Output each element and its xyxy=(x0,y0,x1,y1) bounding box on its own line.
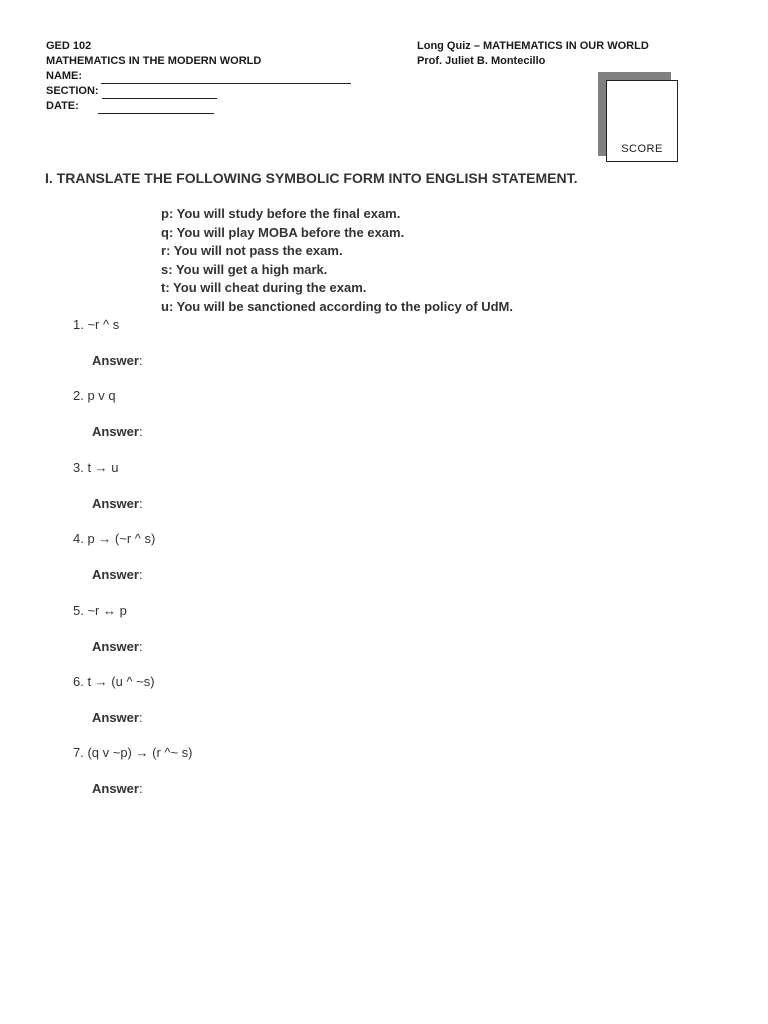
score-label: SCORE xyxy=(621,143,663,155)
question-text: 4. p → (~r ^ s) xyxy=(73,531,156,547)
question-text: 5. ~r ↔ p xyxy=(73,602,127,618)
question-text: 6. t → (u ^ ~s) xyxy=(73,673,155,689)
question-text: 1. ~r ^ s xyxy=(73,317,120,332)
answer-label: Answer xyxy=(92,638,139,654)
answer-field[interactable] xyxy=(92,496,143,511)
definition-var: t xyxy=(161,280,166,296)
section-row xyxy=(46,84,351,99)
answer-label: Answer xyxy=(92,781,139,797)
answer-field[interactable] xyxy=(92,567,143,582)
name-label: NAME: xyxy=(46,70,83,82)
answer-colon: : xyxy=(138,424,143,440)
header-right xyxy=(417,39,649,69)
definition-text: : You will cheat during the exam. xyxy=(165,280,367,296)
answer-label: Answer xyxy=(92,567,139,583)
course-title: MATHEMATICS IN THE MODERN WORLD xyxy=(46,55,262,67)
answer-colon: : xyxy=(138,495,143,511)
definition-r xyxy=(161,242,513,261)
name-row xyxy=(46,69,351,84)
definition-var: p xyxy=(161,206,169,221)
answer-field[interactable] xyxy=(92,424,143,439)
section-title: I. TRANSLATE THE FOLLOWING SYMBOLIC FORM INTO ENGLISH STATEMENT. xyxy=(45,170,578,186)
definition-text: : You will not pass the exam. xyxy=(166,243,343,259)
definition-p xyxy=(161,205,513,224)
answer-field[interactable] xyxy=(92,781,143,796)
answer-colon: : xyxy=(138,709,143,725)
answer-label: Answer xyxy=(92,709,139,725)
definition-s xyxy=(161,261,513,280)
name-line[interactable] xyxy=(101,72,351,84)
question-text: 2. p v q xyxy=(73,388,116,404)
professor-name: Prof. Juliet B. Montecillo xyxy=(417,55,546,67)
answer-label: Answer xyxy=(92,353,139,368)
question-text: 7. (q v ~p) → (r ^~ s) xyxy=(73,745,193,761)
definition-q xyxy=(161,224,513,243)
answer-field[interactable] xyxy=(92,710,143,725)
answer-field[interactable] xyxy=(92,353,143,368)
answer-field[interactable] xyxy=(92,639,143,654)
definitions-list xyxy=(161,205,513,317)
quiz-title: Long Quiz – MATHEMATICS IN OUR WORLD xyxy=(417,40,649,52)
definition-var: r xyxy=(161,243,167,259)
date-row xyxy=(46,99,351,114)
question-text: 3. t → u xyxy=(73,459,119,475)
section-label: SECTION: xyxy=(46,85,99,97)
course-code: GED 102 xyxy=(46,40,92,52)
answer-colon: : xyxy=(138,353,143,368)
definition-text: : You will get a high mark. xyxy=(168,261,328,277)
definition-t xyxy=(161,279,513,298)
definition-text: : You will play MOBA before the exam. xyxy=(168,224,405,240)
definition-var: s xyxy=(161,261,169,277)
definition-text: : You will study before the final exam. xyxy=(168,206,401,221)
answer-colon: : xyxy=(138,638,143,654)
answer-label: Answer xyxy=(92,495,139,511)
definition-text: : You will be sanctioned according to the policy of UdM. xyxy=(168,298,513,314)
definition-var: q xyxy=(161,224,169,240)
section-line[interactable] xyxy=(102,87,217,99)
answer-colon: : xyxy=(138,781,143,797)
answer-label: Answer xyxy=(92,424,139,440)
header-left xyxy=(46,39,351,114)
answer-colon: : xyxy=(138,567,143,583)
definition-u xyxy=(161,298,513,317)
score-box xyxy=(606,80,678,162)
date-label: DATE: xyxy=(46,100,79,112)
date-line[interactable] xyxy=(98,102,214,114)
definition-var: u xyxy=(161,298,169,314)
